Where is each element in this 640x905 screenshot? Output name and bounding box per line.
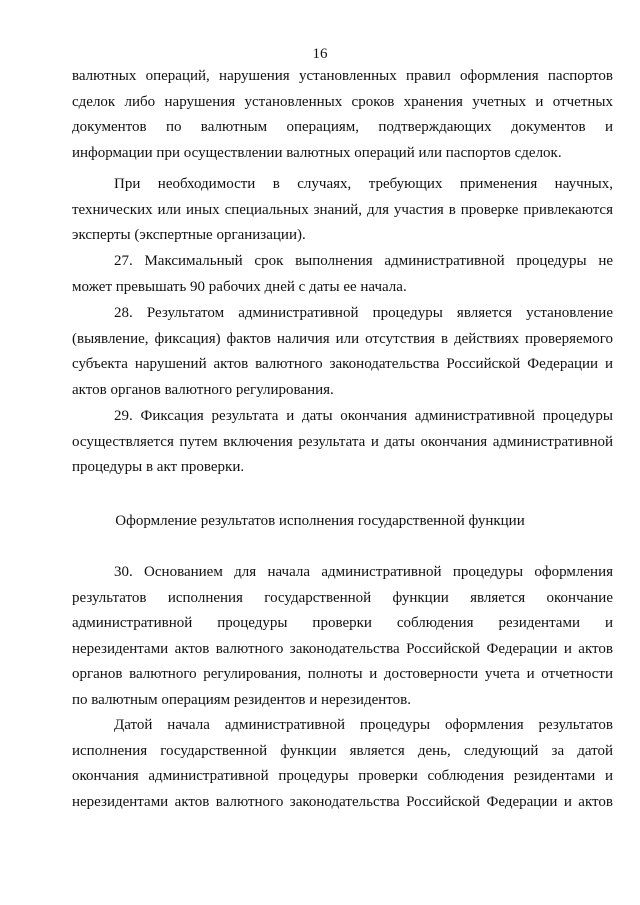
text-line: информации при осуществлении валютных операций или паспортов сделок. bbox=[72, 144, 562, 161]
paragraph-30 bbox=[72, 560, 613, 714]
text-line: органов валютного регулирования, полноты и достоверности учета и отчетности bbox=[72, 666, 613, 683]
text-line: субъекта нарушений актов валютного законодательства Российской Федерации и bbox=[72, 356, 613, 373]
text-line: административной процедуры проверки соблюдения резидентами и bbox=[72, 615, 613, 632]
text-line: процедуры в акт проверки. bbox=[72, 459, 245, 476]
text-line: валютных операций, нарушения установленных правил оформления паспортов bbox=[72, 68, 613, 84]
text-line: эксперты (экспертные организации). bbox=[72, 227, 306, 244]
paragraph-experts bbox=[72, 172, 613, 249]
text-line: 27. Максимальный срок выполнения административной процедуры не bbox=[114, 253, 613, 269]
text-line: документов по валютным операциям, подтверждающих документов и bbox=[72, 119, 613, 136]
text-line: технических или иных специальных знаний, для участия в проверке привлекаются bbox=[72, 201, 613, 218]
text-line: 28. Результатом административной процедуры является установление bbox=[114, 305, 613, 321]
text-line: нерезидентами актов валютного законодательства Российской Федерации и актов bbox=[72, 640, 613, 657]
text-line: может превышать 90 рабочих дней с даты ее начала. bbox=[72, 278, 407, 295]
text-line: Датой начала административной процедуры оформления результатов bbox=[114, 717, 613, 733]
text-line: При необходимости в случаях, требующих применения научных, bbox=[114, 176, 613, 192]
text-line: результатов исполнения государственной функции является окончание bbox=[72, 589, 613, 606]
text-line: по валютным операциям резидентов и нерезидентов. bbox=[72, 691, 411, 708]
text-line: актов органов валютного регулирования. bbox=[72, 381, 334, 398]
paragraph-start-date bbox=[72, 713, 613, 815]
text-line: сделок либо нарушения установленных сроков хранения учетных и отчетных bbox=[72, 93, 613, 110]
text-line: осуществляется путем включения результата и даты окончания административной bbox=[72, 433, 613, 450]
section-heading: Оформление результатов исполнения государственной функции bbox=[115, 513, 525, 529]
text-line: исполнения государственной функции является день, следующий за датой bbox=[72, 742, 613, 759]
paragraph-continuation bbox=[72, 64, 613, 166]
page-number: 16 bbox=[312, 46, 328, 62]
text-line: 30. Основанием для начала административной процедуры оформления bbox=[114, 564, 613, 580]
paragraph-27 bbox=[72, 249, 613, 300]
text-line: нерезидентами актов валютного законодательства Российской Федерации и актов bbox=[72, 793, 613, 810]
paragraph-29 bbox=[72, 404, 613, 481]
text-line: окончания административной процедуры проверки соблюдения резидентами и bbox=[72, 768, 613, 785]
text-line: (выявление, фиксация) фактов наличия или отсутствия в действиях проверяемого bbox=[72, 330, 613, 347]
paragraph-28 bbox=[72, 301, 613, 403]
text-line: 29. Фиксация результата и даты окончания административной процедуры bbox=[114, 408, 613, 424]
